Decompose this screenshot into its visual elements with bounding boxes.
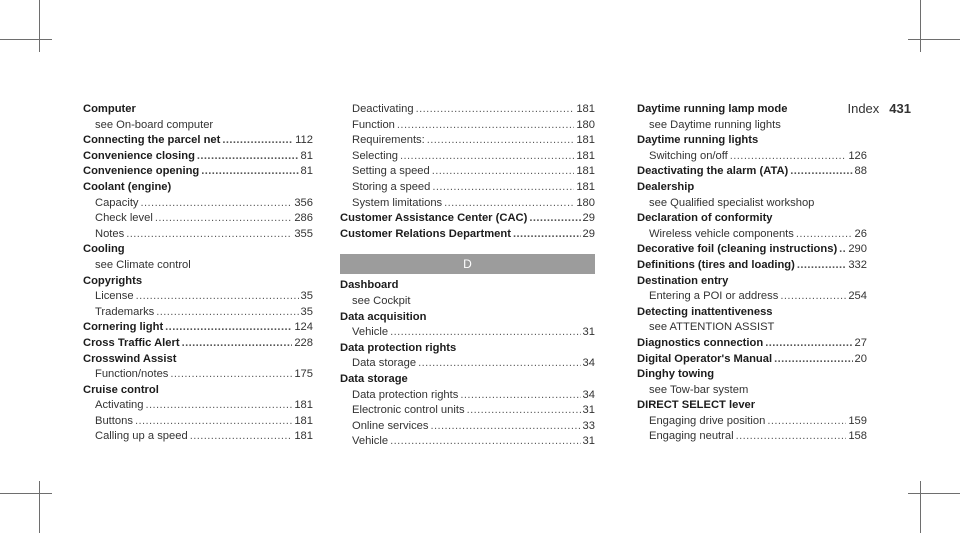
subentry-term: see ATTENTION ASSIST <box>649 321 775 334</box>
subentry-term: Function/notes <box>95 368 169 381</box>
subentry-term: Vehicle <box>352 326 389 339</box>
index-subentry <box>83 305 313 321</box>
dot-leader <box>155 211 293 227</box>
entry-term: Daytime running lamp mode <box>637 103 788 115</box>
dot-leader <box>190 429 293 445</box>
entry-term: Data acquisition <box>340 310 427 323</box>
index-entry <box>83 133 313 149</box>
subentry-term: Function <box>352 118 395 131</box>
page-ref: 286 <box>294 212 313 225</box>
page-ref: 159 <box>848 414 867 427</box>
crop-mark <box>920 481 921 533</box>
crop-mark <box>39 0 40 52</box>
entry-term: Dinghy towing <box>637 368 715 381</box>
index-subentry <box>637 429 867 445</box>
index-subentry <box>340 403 595 419</box>
index-subentry <box>83 367 313 383</box>
subentry-term: Requirements: <box>352 134 425 147</box>
index-entry <box>83 149 313 165</box>
page-ref: 31 <box>582 404 595 417</box>
page-ref: 181 <box>576 134 595 147</box>
page-ref: 355 <box>294 227 313 240</box>
index-entry <box>637 274 867 290</box>
page-ref: 20 <box>854 352 867 365</box>
entry-term: Cross Traffic Alert <box>83 336 180 349</box>
page-ref: 181 <box>294 414 313 427</box>
page-ref: 31 <box>582 326 595 339</box>
index-entry <box>83 102 313 118</box>
index-subentry <box>83 429 313 445</box>
subentry-term: Engaging drive position <box>649 414 766 427</box>
index-subentry <box>83 196 313 212</box>
index-entry <box>83 383 313 399</box>
page-ref: 356 <box>294 196 313 209</box>
index-subentry <box>340 196 595 212</box>
index-entry <box>637 133 867 149</box>
subentry-term: see Climate control <box>95 258 191 271</box>
page-ref: 35 <box>300 305 313 318</box>
dot-leader <box>774 352 852 368</box>
index-entry <box>637 352 867 368</box>
entry-term: Digital Operator's Manual <box>637 352 773 365</box>
index-entry <box>340 310 595 326</box>
entry-term: Cooling <box>83 243 125 256</box>
index-entry <box>83 242 313 258</box>
index-subentry <box>340 180 595 196</box>
dot-leader <box>430 419 580 435</box>
index-entry <box>83 164 313 180</box>
entry-term: Coolant (engine) <box>83 180 172 193</box>
index-subentry <box>83 398 313 414</box>
page-ref: 254 <box>848 290 867 303</box>
subentry-term: Setting a speed <box>352 165 430 178</box>
page-ref: 29 <box>582 212 595 225</box>
entry-term: Declaration of conformity <box>637 212 773 225</box>
index-subentry <box>83 227 313 243</box>
subentry-term: License <box>95 290 134 303</box>
header-label: Index <box>847 101 880 116</box>
index-subentry <box>340 434 595 450</box>
entry-term: Customer Relations Department <box>340 227 511 240</box>
index-subentry <box>83 414 313 430</box>
subentry-term: see Cockpit <box>352 294 411 307</box>
dot-leader <box>730 149 847 165</box>
subentry-term: see On-board computer <box>95 118 214 131</box>
index-entry <box>637 102 867 118</box>
dot-leader <box>460 388 580 404</box>
dot-leader <box>444 196 574 212</box>
entry-term: DIRECT SELECT lever <box>637 399 756 412</box>
entry-term: Crosswind Assist <box>83 352 177 365</box>
crop-mark <box>0 493 52 494</box>
dot-leader <box>765 336 852 352</box>
dot-leader <box>796 227 853 243</box>
page-ref: 35 <box>300 290 313 303</box>
entry-term: Data storage <box>340 372 408 385</box>
index-subentry <box>340 388 595 404</box>
subentry-term: Calling up a speed <box>95 430 188 443</box>
index-subentry <box>637 383 867 399</box>
dot-leader <box>146 398 293 414</box>
page-ref: 81 <box>300 165 313 178</box>
subentry-term: Switching on/off <box>649 149 728 162</box>
page-ref: 181 <box>576 149 595 162</box>
dot-leader <box>736 429 847 445</box>
page-ref: 81 <box>300 149 313 162</box>
entry-term: Cornering light <box>83 321 164 334</box>
dot-leader <box>156 305 298 321</box>
page-ref: 29 <box>582 227 595 240</box>
subentry-term: Online services <box>352 419 429 432</box>
index-entry <box>637 211 867 227</box>
subentry-term: Check level <box>95 212 153 225</box>
index-subentry <box>637 289 867 305</box>
index-entry <box>340 372 595 388</box>
index-entry <box>83 180 313 196</box>
page-ref: 228 <box>294 336 313 349</box>
index-column-3 <box>637 102 867 445</box>
entry-term: Customer Assistance Center (CAC) <box>340 212 528 225</box>
page-ref: 175 <box>294 368 313 381</box>
index-entry <box>83 274 313 290</box>
subentry-term: Capacity <box>95 196 139 209</box>
index-subentry <box>340 149 595 165</box>
dot-leader <box>416 102 575 118</box>
subentry-term: Engaging neutral <box>649 430 734 443</box>
index-subentry <box>340 356 595 372</box>
dot-leader <box>141 196 293 212</box>
entry-term: Convenience opening <box>83 165 200 178</box>
page-ref: 34 <box>582 388 595 401</box>
subentry-term: Storing a speed <box>352 180 431 193</box>
entry-term: Computer <box>83 103 136 115</box>
page-ref: 31 <box>582 435 595 448</box>
index-subentry <box>83 258 313 274</box>
page-ref: 27 <box>854 336 867 349</box>
entry-term: Copyrights <box>83 274 143 287</box>
subentry-term: see Daytime running lights <box>649 118 781 131</box>
index-subentry <box>340 164 595 180</box>
page-ref: 181 <box>576 180 595 193</box>
index-entry <box>637 258 867 274</box>
dot-leader <box>201 164 298 180</box>
entry-term: Detecting inattentiveness <box>637 305 773 318</box>
dot-leader <box>432 164 575 180</box>
subentry-term: Vehicle <box>352 435 389 448</box>
subentry-term: Entering a POI or address <box>649 290 779 303</box>
index-subentry <box>340 118 595 134</box>
dot-leader <box>165 320 292 336</box>
index-subentry <box>340 294 595 310</box>
subentry-term: Notes <box>95 227 125 240</box>
entry-term: Data protection rights <box>340 341 457 354</box>
dot-leader <box>397 118 574 134</box>
dot-leader <box>222 133 293 149</box>
dot-leader <box>400 149 574 165</box>
entry-term: Diagnostics connection <box>637 336 764 349</box>
dot-leader <box>513 227 581 243</box>
page-ref: 26 <box>854 227 867 240</box>
page-ref: 180 <box>576 196 595 209</box>
index-subentry <box>340 419 595 435</box>
index-entry <box>637 180 867 196</box>
entry-term: Dashboard <box>340 279 399 292</box>
page-ref: 34 <box>582 357 595 370</box>
index-entry <box>637 367 867 383</box>
dot-leader <box>427 133 575 149</box>
dot-leader <box>797 258 846 274</box>
entry-term: Daytime running lights <box>637 134 759 147</box>
subentry-term: Selecting <box>352 149 399 162</box>
index-entry <box>340 211 595 227</box>
crop-mark <box>920 0 921 52</box>
subentry-term: see Qualified specialist workshop <box>649 196 815 209</box>
page-ref: 181 <box>576 165 595 178</box>
index-subentry <box>637 118 867 134</box>
section-letter-bar: D <box>340 254 595 274</box>
page-ref: 332 <box>848 258 867 271</box>
subentry-term: see Tow-bar system <box>649 383 749 396</box>
dot-leader <box>467 403 581 419</box>
dot-leader <box>432 180 574 196</box>
dot-leader <box>418 356 580 372</box>
crop-mark <box>908 493 960 494</box>
dot-leader <box>197 149 299 165</box>
subentry-term: Deactivating <box>352 103 414 115</box>
index-column-1 <box>83 102 313 445</box>
index-entry <box>637 336 867 352</box>
index-entry <box>637 164 867 180</box>
dot-leader <box>839 242 846 258</box>
crop-mark <box>0 39 52 40</box>
index-subentry <box>83 211 313 227</box>
subentry-term: Buttons <box>95 414 133 427</box>
crop-mark <box>39 481 40 533</box>
index-entry <box>83 352 313 368</box>
dot-leader <box>390 325 580 341</box>
index-subentry <box>83 289 313 305</box>
subentry-term: Electronic control units <box>352 404 465 417</box>
index-entry <box>340 278 595 294</box>
entry-term: Convenience closing <box>83 149 195 162</box>
subentry-term: Data storage <box>352 357 417 370</box>
index-subentry <box>637 227 867 243</box>
entry-term: Deactivating the alarm (ATA) <box>637 165 789 178</box>
entry-term: Cruise control <box>83 383 159 396</box>
page-ref: 290 <box>848 243 867 256</box>
entry-term: Dealership <box>637 180 695 193</box>
page-ref: 126 <box>848 149 867 162</box>
dot-leader <box>135 414 292 430</box>
index-subentry <box>340 325 595 341</box>
page-ref: 88 <box>854 165 867 178</box>
dot-leader <box>170 367 292 383</box>
dot-leader <box>390 434 580 450</box>
entry-term: Destination entry <box>637 274 729 287</box>
entry-term: Decorative foil (cleaning instructions) <box>637 243 838 256</box>
dot-leader <box>182 336 293 352</box>
entry-term: Connecting the parcel net <box>83 134 221 147</box>
index-entry <box>637 305 867 321</box>
index-entry <box>83 320 313 336</box>
index-column-2 <box>340 102 595 450</box>
subentry-term: Activating <box>95 399 144 412</box>
subentry-term: Data protection rights <box>352 388 459 401</box>
dot-leader <box>767 414 846 430</box>
subentry-term: System limitations <box>352 196 443 209</box>
index-entry <box>340 341 595 357</box>
subentry-term: Trademarks <box>95 305 155 318</box>
index-entry <box>637 242 867 258</box>
index-subentry <box>340 102 595 118</box>
page-ref: 158 <box>848 430 867 443</box>
index-entry <box>83 336 313 352</box>
page-ref: 33 <box>582 419 595 432</box>
page-ref: 112 <box>295 134 313 147</box>
page-ref: 124 <box>294 321 313 334</box>
page-number: 431 <box>889 101 911 116</box>
dot-leader <box>136 289 299 305</box>
page-ref: 181 <box>294 399 313 412</box>
page-ref: 181 <box>576 103 595 115</box>
index-entry <box>340 227 595 243</box>
index-subentry <box>340 133 595 149</box>
dot-leader <box>126 227 292 243</box>
entry-term: Definitions (tires and loading) <box>637 258 795 271</box>
index-subentry <box>637 320 867 336</box>
index-subentry <box>637 149 867 165</box>
dot-leader <box>790 164 852 180</box>
dot-leader <box>780 289 846 305</box>
subentry-term: Wireless vehicle components <box>649 227 794 240</box>
index-subentry <box>637 196 867 212</box>
page-ref: 180 <box>576 118 595 131</box>
crop-mark <box>908 39 960 40</box>
page-ref: 181 <box>294 430 313 443</box>
index-subentry <box>83 118 313 134</box>
index-subentry <box>637 414 867 430</box>
dot-leader <box>529 211 580 227</box>
index-entry <box>637 398 867 414</box>
